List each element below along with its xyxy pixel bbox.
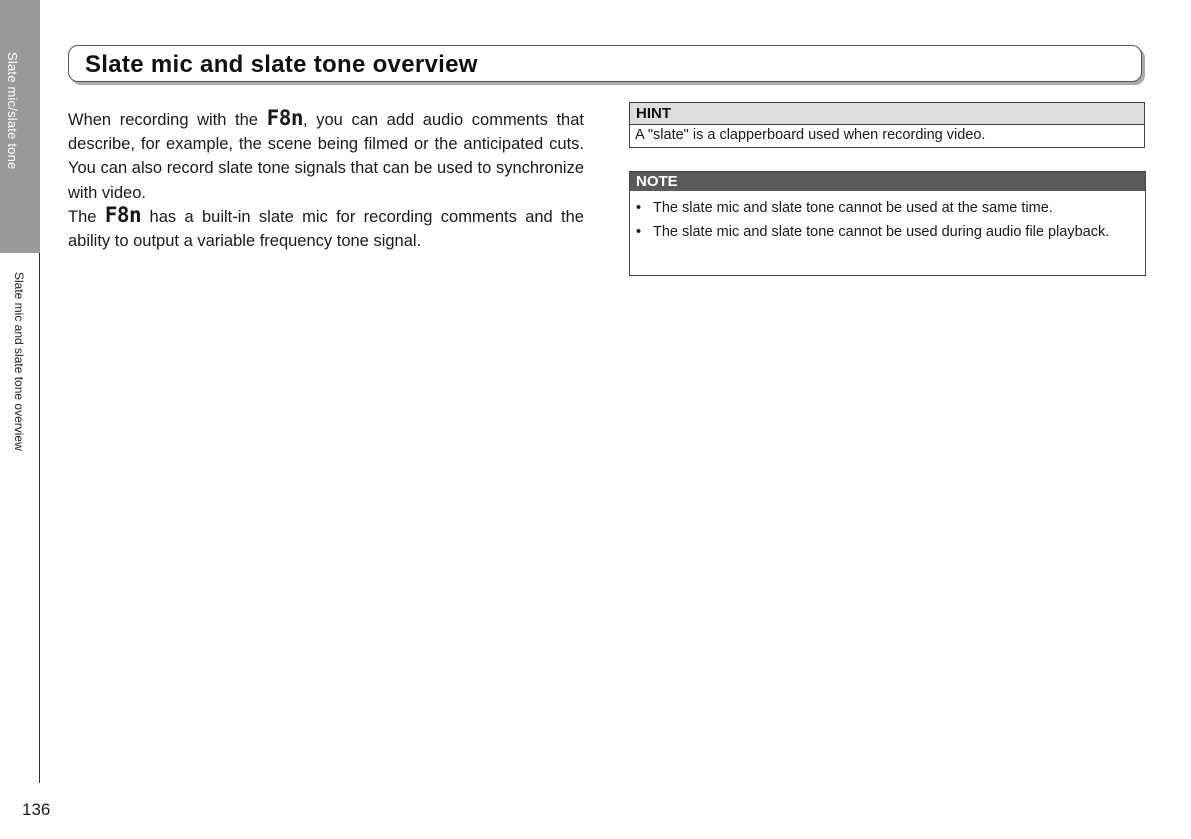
- bullet-icon: •: [636, 224, 642, 240]
- body-p2-before: The: [68, 207, 105, 226]
- body-p1-before: When recording with the: [68, 111, 267, 129]
- hint-header: HINT: [630, 103, 1144, 125]
- note-list: [630, 191, 1145, 246]
- note-item: [636, 195, 1140, 222]
- hint-text: A "slate" is a clapperboard used when recording video.: [635, 127, 986, 143]
- body-p2-after: has a built-in slate mic for recording comments and the ability to output a variable frequency tone signal.: [68, 207, 584, 251]
- note-item: [636, 219, 1140, 246]
- model-name: F8n: [266, 106, 304, 130]
- note-box: [629, 171, 1146, 276]
- model-name: F8n: [104, 202, 142, 227]
- side-chapter-label: Slate mic/slate tone: [5, 52, 20, 170]
- side-section-label: Slate mic and slate tone overview: [12, 272, 26, 451]
- note-header: NOTE: [630, 172, 1145, 191]
- body-paragraph-1: [68, 108, 584, 205]
- body-p1-after: , you can add audio comments that describe, for example, the scene being filmed or the anticipated cuts. You can also record slate tone signals that can be used to synchronize with video.: [68, 111, 584, 202]
- page-number: 136: [22, 800, 51, 819]
- bullet-icon: •: [636, 200, 642, 216]
- note-item-text: The slate mic and slate tone cannot be used at the same time.: [653, 200, 1053, 216]
- title-banner: [68, 45, 1142, 82]
- note-item-text: The slate mic and slate tone cannot be used during audio file playback.: [653, 224, 1110, 240]
- hint-box: [629, 102, 1145, 148]
- body-paragraph-2: [68, 202, 584, 253]
- side-chapter-tab: [0, 0, 40, 253]
- body-text: [68, 108, 584, 253]
- side-divider-rule: [39, 253, 40, 783]
- page-title: Slate mic and slate tone overview: [85, 51, 478, 78]
